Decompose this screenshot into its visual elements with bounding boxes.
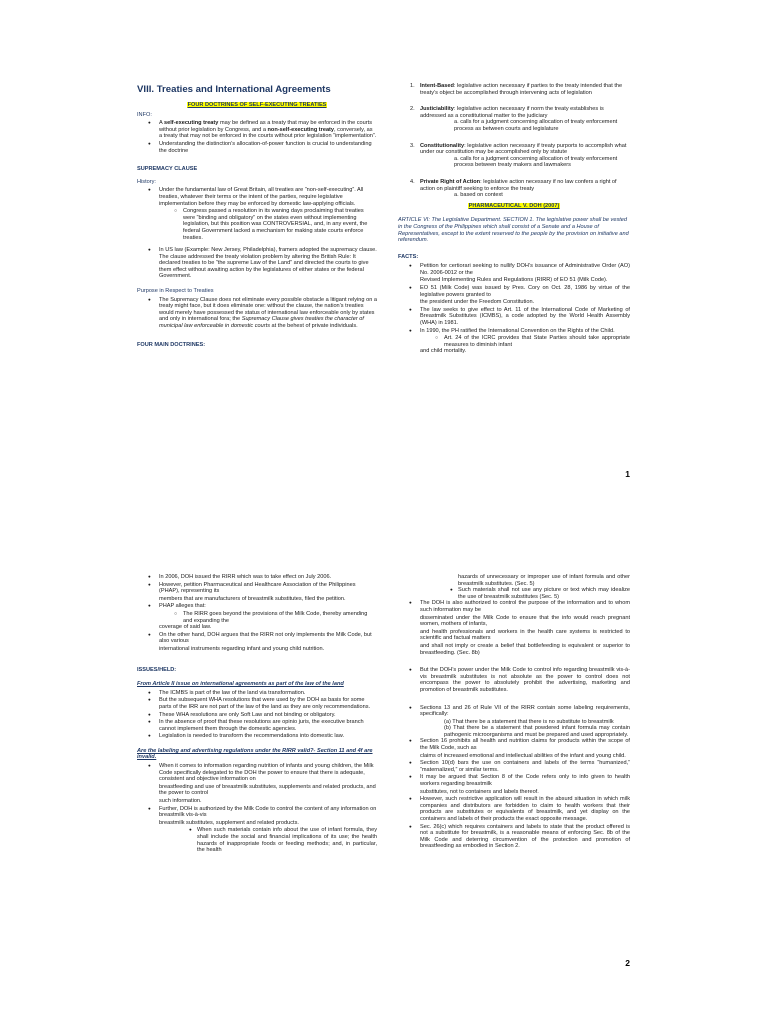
list-item: ● Understanding the distinction’s allocation-of-power function is crucial to understanding the doctrine: [137, 141, 377, 154]
issue-2-list: [137, 763, 377, 854]
list-item-cont: coverage of said law.: [159, 624, 212, 631]
list-item: ● The ICMBS is part of the law of the land via transformation.: [137, 690, 377, 697]
list-item-cont: such information.: [159, 798, 202, 805]
list-item: ● Further, DOH is authorized by the Milk Code to control the content of any information on breastmilk vis-à-vis: [137, 806, 377, 819]
doctrine-item: 4. Private Right of Action: legislative action necessary if no law confers a right of action on plaintiff seeking to enforce the treaty a. based on context: [410, 178, 617, 199]
page-number: 1: [625, 469, 630, 479]
issue-2-heading: Are the labeling and advertising regulations under the RIRR valid?- Section 11 and 4f are invalid.: [137, 747, 373, 761]
page2-left-column: [137, 574, 377, 854]
page-number: 2: [625, 958, 630, 968]
list-subitem: ● Such materials shall not use any picture or text which may idealize the use of breastmilk substitutes (Sec. 5): [398, 587, 630, 600]
page1-right-column: [398, 83, 630, 356]
list-subitem: ○ Art. 24 of the ICRC provides that State Parties should take appropriate measures to diminish infant: [398, 335, 630, 348]
article-vi-text: ARTICLE VI: The Legislative Department. SECTION 1. The legislative power shall be vested in the Congress of the Philippines which shall consist of a Senate and a House of Representatives, except to the extent reserved to the people by the provision on initiative and referendum.: [398, 217, 629, 244]
list-item: ● The law seeks to give effect to Art. 11 of the International Code of Marketing of Breastmilk Substitutes (ICMBS), a code adopted by the World Health Assembly (WHA) in 1981.: [398, 307, 630, 327]
list-subitem: ○ The RIRR goes beyond the provisions of the Milk Code, thereby amending and expanding the: [137, 611, 377, 624]
history-list: [137, 187, 377, 280]
list-item: ● On the other hand, DOH argues that the RIRR not only implements the Milk Code, but also various: [137, 632, 377, 645]
list-item: ● The DOH is also authorized to control the purpose of the information and to whom such information may be: [398, 600, 630, 613]
list-item: ● A self-executing treaty may be defined as a treaty that may be enforced in the courts without prior legislation by Congress, and a non-self-executing treaty, conversely, as a treaty that may not be enforced in the courts without prior legislation “implementation”.: [137, 120, 377, 140]
list-item: ● However, petition Pharmaceutical and Healthcare Association of the Philippines (PHAP), representing its: [137, 582, 377, 595]
list-item-cont: substitutes, not to containers and labels thereof.: [420, 788, 539, 795]
purpose-label: Purpose in Respect to Treaties: [137, 288, 214, 295]
right-list-top: [398, 574, 630, 850]
list-item: ● Sec. 26(c) which requires containers and labels to state that the product offered is not a substitute for breastmilk, is a reasonable means of enforcing Sec. 8b of the Milk Code and deterring circumvention of the protection and promotion of breastfeeding as embodied in Section 2.: [398, 824, 630, 850]
list-item: ● But the DOH’s power under the Milk Code to control info regarding breastmilk vis-à-vis breastmilk substitutes is not absolute as the power to control does not encompass the power to absolutely prohibit the advertising, marketing and promotion of breastmilk substitutes.: [398, 667, 630, 693]
four-doctrines-heading: FOUR DOCTRINES OF SELF-EXECUTING TREATIES: [187, 102, 327, 108]
list-item: ● These WHA resolutions are only Soft Law and not binding or obligatory.: [137, 712, 377, 719]
list-item-cont: claims of increased emotional and intellectual abilities of the infant and young child.: [420, 752, 626, 759]
page2-right-column: [398, 574, 630, 851]
issue-1-heading: From Article II issue on international agreements as part of the law of the land: [137, 681, 344, 688]
page-title: VIII. Treaties and International Agreements: [137, 84, 331, 95]
list-item: ● However, such restrictive application will result in the absurd situation in which milk companies and distributors are forbidden to claim to health workers that their products are substitutes or equivalents of breastmilk, and yet display on the containers and labels of their products the exact opposite message.: [398, 796, 630, 822]
info-label: INFO:: [137, 111, 152, 118]
list-item: ● In 2006, DOH issued the RIRR which was to take effect on July 2006.: [137, 574, 377, 581]
list-item: ● When it comes to information regarding nutrition of infants and young children, the Milk Code specifically delegated to the DOH the power to ensure that there is adequate, consistent and objective information on: [137, 763, 377, 783]
list-item: ● Sections 13 and 26 of Rule VII of the RIRR contain some labeling requirements, specifically:: [398, 705, 630, 718]
list-item: ● Under the fundamental law of Great Britain, all treaties are “non-self-executing”. All treaties, whatever their terms or the intent of the parties, require legislative implementation before they may be enforced by domestic law-applying officials.: [137, 187, 377, 207]
list-item-cont: breastfeeding and use of breastmilk substitutes, supplements and related products, and the power to control: [159, 783, 376, 797]
doctrine-item: 2. Justiciability: legislative action necessary if norm the treaty establishes is addressed as a constitutional matter to the judiciary a. calls for a judgment concerning allocation of treaty enforcement process as between courts and legislature: [410, 106, 618, 132]
page1-left-column: [137, 84, 377, 351]
info-list: [137, 120, 377, 154]
list-item-cont: international instruments regarding infant and young child nutrition.: [159, 645, 325, 652]
list-item-cont: Revised Implementing Rules and Regulations (RIRR) of EO 51 (Milk Code).: [420, 277, 608, 284]
list-subitem: ○ Congress passed a resolution in its waning days proclaiming that treaties were “binding and obligatory” on the states even without implementing legislation, but this position was CONTROVERSIAL, and, in any event, the federal Government lacked a mechanism for making state courts enforce treaties.: [137, 208, 377, 241]
facts-heading: FACTS:: [398, 253, 419, 260]
list-item-cont: disseminated under the Milk Code to ensure that the info would reach pregnant women, mothers of infants,: [420, 614, 630, 628]
list-item: ● The Supremacy Clause does not eliminate every possible obstacle a litigant relying on a treaty might face, but it does eliminate one: without the clause, the nation’s treaties would merely have possessed the status of international law enforceable only by states and only in international fora; the Supremacy Clause gives treaties the character of municipal law enforceable in domestic courts at the behest of private individuals.: [137, 297, 377, 330]
list-item: ● But the subsequent WHA resolutions that were used by the DOH as basis for some parts of the IRR are not part of the law of the land as they are only recommendations.: [137, 697, 377, 710]
supremacy-clause-heading: SUPREMACY CLAUSE: [137, 166, 198, 173]
issue-1-list: [137, 690, 377, 740]
history-label: History:: [137, 178, 156, 185]
doctrine-item: 1. Intent-Based: legislative action necessary if parties to the treaty intended that the treaty’s object be accomplished through intervening acts of legislation: [410, 83, 623, 96]
list-item-cont: and health professionals and workers in the health care systems is restricted to scientific and factual matters: [420, 628, 630, 642]
case-heading: PHARMACEUTICAL V. DOH (2007): [468, 202, 560, 209]
list-item-cont: members that are manufacturers of breastmilk substitutes, filed the petition.: [159, 595, 346, 602]
list-item: ● Petition for certiorari seeking to nullify DOH’s issuance of Administrative Order (AO) No. 2006-0012 or the: [398, 263, 630, 276]
list-item: ● In the absence of proof that these resolutions are opinio juris, the executive branch cannot implement them through the domestic agencies.: [137, 719, 377, 732]
list-item-cont: breastmilk substitutes, supplement and related products.: [159, 819, 299, 826]
list-item: ● Section 16 prohibits all health and nutrition claims for products within the scope of the Milk Code, such as: [398, 738, 630, 751]
list-subitem: ● When such materials contain info about the use of infant formula, they shall include the social and financial implications of its use; the health hazards of inappropriate foods or feeding methods; and, in particular, the health: [137, 827, 377, 853]
list-item-cont: and child mortality.: [420, 348, 467, 355]
issues-heading: ISSUES/HELD:: [137, 666, 177, 673]
list-item: ● PHAP alleges that:: [137, 603, 377, 610]
background-list: [137, 574, 377, 653]
list-item: ● EO 51 (Milk Code) was issued by Pres. Cory on Oct. 28, 1986 by virtue of the legislative powers granted to: [398, 285, 630, 298]
list-item: ● In 1990, the PH ratified the International Convention on the Rights of the Child.: [398, 328, 630, 335]
list-subitem: (b) That there be a statement that powdered infant formula may contain pathogenic microorganisms and must be prepared and used appropriately.: [444, 725, 630, 738]
four-main-doctrines-heading: FOUR MAIN DOCTRINES:: [137, 341, 206, 348]
list-item: ● In US law (Example: New Jersey, Philadelphia), framers adopted the supremacy clause. The clause addressed the treaty violation problem by altering the British Rule: It declared treaties to be “the supreme Law of the Land” and directed the courts to give them effect without awaiting action by the legislatures of either states or the federal Government.: [137, 247, 377, 280]
facts-list: [398, 263, 630, 355]
list-item: ● Section 10(d) bars the use on containers and labels of the terms “humanized,” “maternalized,” or similar terms.: [398, 760, 630, 773]
list-item: ● It may be argued that Section 8 of the Code refers only to info given to health workers regarding breastmilk: [398, 774, 630, 787]
page-2: [0, 512, 768, 1024]
list-item-cont: and shall not imply or create a belief that bottlefeeding is equivalent or superior to breastfeeding. (Sec. 8b): [420, 642, 630, 656]
list-subitem: (a) That there be a statement that there is no substitute to breastmilk: [444, 718, 614, 725]
list-item-cont: the president under the Freedom Constitution.: [420, 299, 535, 306]
doctrine-item: 3. Constitutionality: legislative action necessary if treaty purports to accomplish what under our constitution may be accomplished only by statute a. calls for a judgment concerning allocation of treaty enforcement process between treaty makers and lawmakers: [410, 142, 627, 169]
list-item: ● Legislation is needed to transform the recommendations into domestic law.: [137, 733, 377, 740]
purpose-list: [137, 297, 377, 330]
list-item-cont: hazards of unnecessary or improper use of infant formula and other breastmilk substitutes. (Sec. 5): [458, 574, 630, 587]
